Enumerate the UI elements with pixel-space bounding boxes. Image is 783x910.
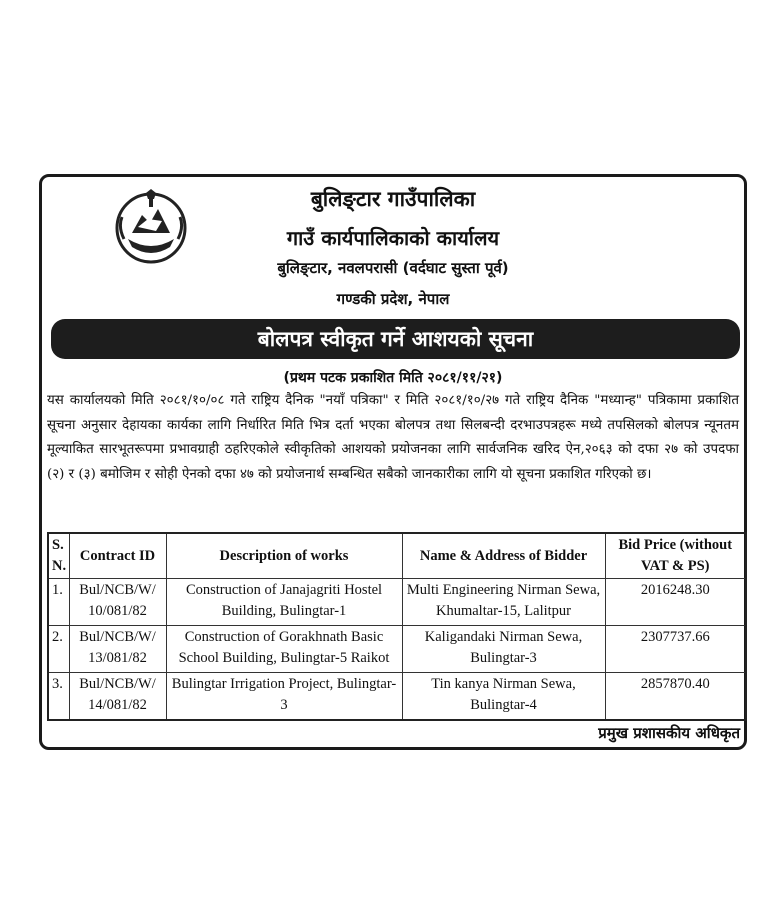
row-contract-id: Bul/NCB/W/ 14/081/82 <box>69 673 166 721</box>
row-bidder: Multi Engineering Nirman Sewa, Khumaltar-15, Lalitpur <box>402 579 605 626</box>
office-address: बुलिङ्टार, नवलपरासी (वर्दघाट सुस्ता पूर्व) <box>277 259 509 277</box>
row-sn: 3. <box>48 673 69 721</box>
notice-title-banner: बोलपत्र स्वीकृत गर्ने आशयको सूचना <box>51 319 740 359</box>
row-bidder: Tin kanya Nirman Sewa, Bulingtar-4 <box>402 673 605 721</box>
municipality-name: बुलिङ्टार गाउँपालिका <box>310 187 476 211</box>
bid-table <box>47 532 747 721</box>
row-sn: 1. <box>48 579 69 626</box>
table-row <box>48 626 746 673</box>
header-bid-price: Bid Price (without VAT & PS) <box>605 533 746 579</box>
header-contract-id: Contract ID <box>69 533 166 579</box>
row-sn: 2. <box>48 626 69 673</box>
notice-body: यस कार्यालयको मिति २०८१/१०/०८ गते राष्ट्रिय दैनिक "नयाँ पत्रिका" र मिति २०८१/१०/२७ गते राष्ट्रिय दैनिक "मध्यान्ह" पत्रिकामा प्रकाशित सूचना अनुसार देहायका कार्यका लागि निर्धारित मिति भित्र दर्ता भएका बोलपत्र तथा सिलबन्दी दरभाउपत्रहरू मध्ये तपसिलको बोलपत्र न्यूनतम मूल्याकित सारभूतरूपमा प्रभावग्राही ठहरिएकोले स्वीकृतिको आशयको प्रयोजनका लागि सार्वजनिक खरिद ऐन,२०६३ को दफा २७ को उपदफा (२) र (३) बमोजिम र सोही ऐनको दफा ४७ को प्रयोजनार्थ सम्बन्धित सबैको जानकारीका लागि यो सूचना प्रकाशित गरिएको छ। <box>47 393 739 482</box>
row-description: Construction of Janajagriti Hostel Building, Bulingtar-1 <box>166 579 402 626</box>
row-contract-id: Bul/NCB/W/ 13/081/82 <box>69 626 166 673</box>
header-description: Description of works <box>166 533 402 579</box>
row-contract-id: Bul/NCB/W/ 10/081/82 <box>69 579 166 626</box>
signatory-title: प्रमुख प्रशासकीय अधिकृत <box>598 724 740 742</box>
province-name: गण्डकी प्रदेश, नेपाल <box>336 290 450 308</box>
office-name: गाउँ कार्यपालिकाको कार्यालय <box>286 226 500 250</box>
table-header-row <box>48 533 746 579</box>
row-bidder: Kaligandaki Nirman Sewa, Bulingtar-3 <box>402 626 605 673</box>
row-description: Construction of Gorakhnath Basic School Building, Bulingtar-5 Raikot <box>166 626 402 673</box>
publication-note: (प्रथम पटक प्रकाशित मिति २०८१/११/२१) <box>283 370 503 386</box>
table-row <box>48 673 746 721</box>
row-bid-price: 2307737.66 <box>605 626 746 673</box>
header-sn: S. N. <box>48 533 69 579</box>
row-bid-price: 2016248.30 <box>605 579 746 626</box>
row-description: Bulingtar Irrigation Project, Bulingtar-3 <box>166 673 402 721</box>
header-bidder: Name & Address of Bidder <box>402 533 605 579</box>
row-bid-price: 2857870.40 <box>605 673 746 721</box>
table-row <box>48 579 746 626</box>
notice-frame <box>39 174 747 750</box>
